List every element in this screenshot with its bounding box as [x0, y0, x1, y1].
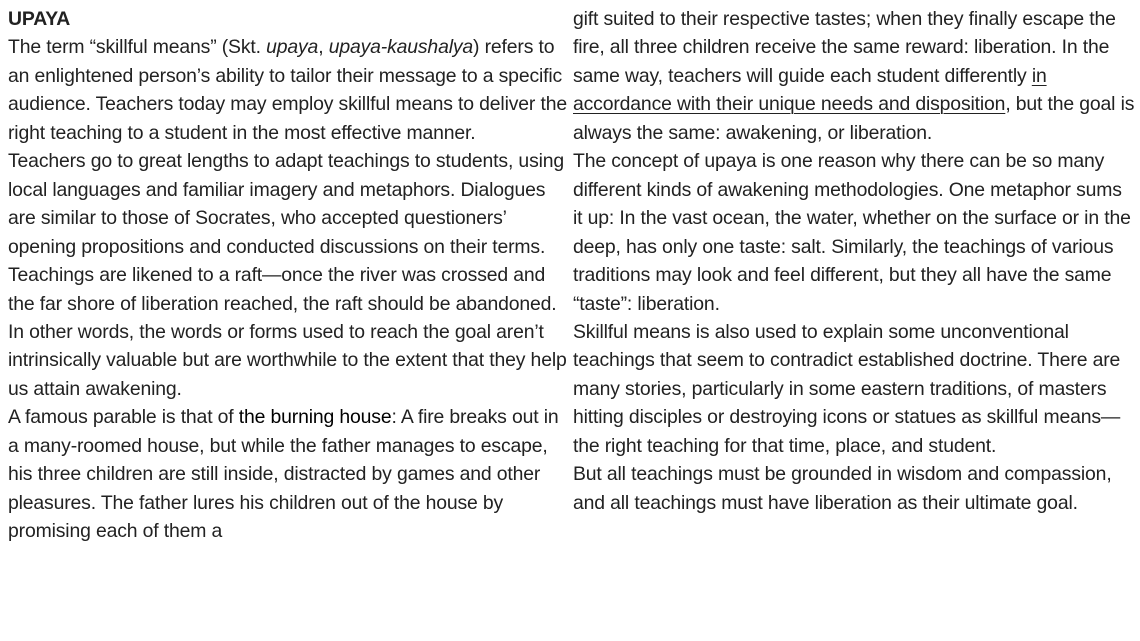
text-span: ) refers to an enlightened person’s ability to tailor their message to a specific audience. Teachers today may employ skillful means to deliver the right teaching to a student in the most effective manner.: [8, 36, 567, 144]
text-span: A famous parable is that of: [8, 406, 239, 429]
text-span: The term “skillful means” (Skt.: [8, 36, 267, 59]
burning-house-term: the burning house: [238, 406, 392, 429]
document-title: UPAYA: [8, 8, 71, 30]
underlined-phrase: in accordance with their unique needs and disposition: [573, 64, 1047, 116]
italic-term-upaya-kaushalya: upaya-kaushalya: [328, 36, 474, 59]
text-span: ,: [318, 36, 329, 59]
paragraph-skillful-means-definition: [8, 33, 574, 147]
paragraph-raft-metaphor: Teachings are likened to a raft—once the river was crossed and the far shore of liberation reached, the raft should be abandoned. In other words, the words or forms used to reach the goal aren’t intrinsically valuable but are worthwhile to the extent that they help us attain awakening.: [8, 264, 567, 400]
paragraph-burning-house-continued: [573, 5, 1135, 147]
text-span: : A fire breaks out in a many-roomed house, but while the father manages to escape, his three children are still inside, distracted by games and other pleasures. The father lures his children out of the house by promising each of them a: [8, 406, 559, 543]
paragraph-ocean-metaphor: The concept of upaya is one reason why there can be so many different kinds of awakening methodologies. One metaphor sums it up: In the vast ocean, the water, whether on the surface or in the deep, has only one taste: salt. Similarly, the teachings of various traditions may look and feel different, but they all have the same “taste”: liberation.: [573, 150, 1131, 315]
text-span: gift suited to their respective tastes; when they finally escape the fire, all three children receive the same reward: liberation. In the same way, teachers will guide each student differently: [573, 8, 1116, 87]
paragraph-wisdom-compassion: But all teachings must be grounded in wisdom and compassion, and all teachings must have liberation as their ultimate goal.: [573, 463, 1112, 514]
paragraph-adapt-teachings: Teachers go to great lengths to adapt teachings to students, using local languages and familiar imagery and metaphors. Dialogues are similar to those of Socrates, who accepted questioners’ opening propositions and conducted discussions on their terms.: [8, 150, 565, 258]
italic-term-upaya: upaya: [266, 36, 319, 59]
paragraph-burning-house: [8, 403, 574, 545]
text-span: , but the goal is always the same: awakening, or liberation.: [573, 93, 1135, 144]
left-column: [8, 5, 574, 546]
paragraph-unconventional-teachings: Skillful means is also used to explain some unconventional teachings that seem to contradict established doctrine. There are many stories, particularly in some eastern traditions, of masters hitting disciples or destroying icons or statues as skillful means—the right teaching for that time, place, and student.: [573, 320, 1121, 457]
right-column: [573, 5, 1135, 517]
